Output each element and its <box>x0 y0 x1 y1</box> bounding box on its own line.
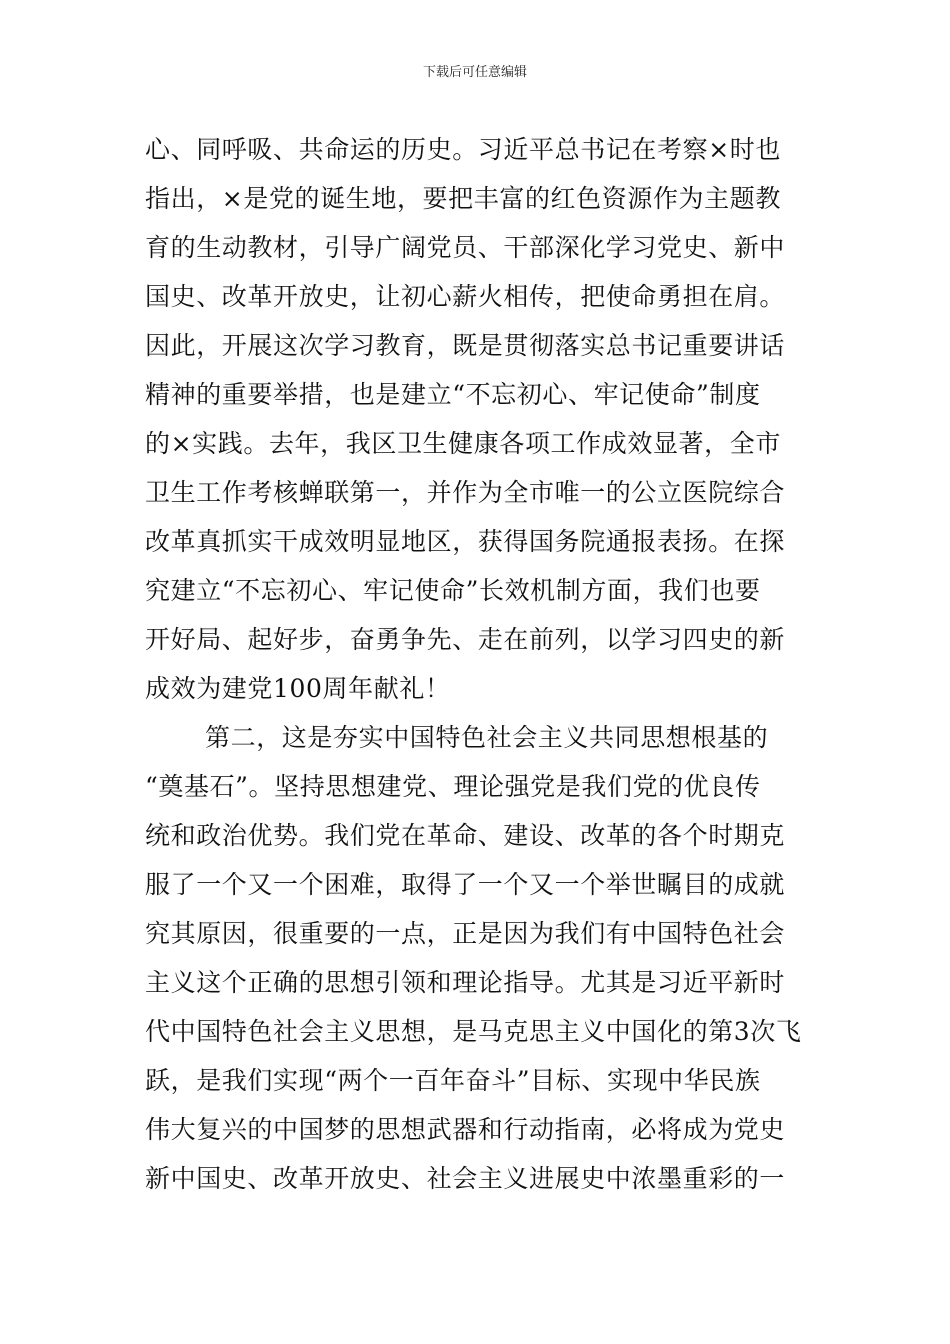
paragraph-start-line: 第二，这是夯实中国特色社会主义共同思想根基的 <box>205 723 769 752</box>
text-line: 成效为建党100周年献礼！ <box>145 674 451 703</box>
text-line: 因此，开展这次学习教育，既是贯彻落实总书记重要讲话 <box>145 331 786 360</box>
text-line: 究建立“不忘初心、牢记使命”长效机制方面，我们也要 <box>145 576 761 605</box>
text-line: 统和政治优势。我们党在革命、建设、改革的各个时期克 <box>145 821 786 850</box>
text-line: 服了一个又一个困难，取得了一个又一个举世瞩目的成就 <box>145 870 786 899</box>
text-line: 育的生动教材，引导广阔党员、干部深化学习党史、新中 <box>145 233 786 262</box>
text-line: 精神的重要举措，也是建立“不忘初心、牢记使命”制度 <box>145 380 761 409</box>
text-line: 指出，×是党的诞生地，要把丰富的红色资源作为主题教 <box>145 184 781 213</box>
text-line: 跃，是我们实现“两个一百年奋斗”目标、实现中华民族 <box>145 1066 761 1095</box>
text-line: 开好局、起好步，奋勇争先、走在前列，以学习四史的新 <box>145 625 786 654</box>
text-line: 卫生工作考核蝉联第一，并作为全市唯一的公立医院综合 <box>145 478 786 507</box>
text-line: 主义这个正确的思想引领和理论指导。尤其是习近平新时 <box>145 968 786 997</box>
text-line: 究其原因，很重要的一点，正是因为我们有中国特色社会 <box>145 919 786 948</box>
text-line: 的×实践。去年，我区卫生健康各项工作成效显著，全市 <box>145 429 781 458</box>
text-line: 国史、改革开放史，让初心薪火相传，把使命勇担在肩。 <box>145 282 786 311</box>
text-line: 心、同呼吸、共命运的历史。习近平总书记在考察×时也 <box>145 135 781 164</box>
text-line: 代中国特色社会主义思想，是马克思主义中国化的第3次飞 <box>145 1017 802 1046</box>
document-body <box>145 125 807 1203</box>
text-line: 改革真抓实干成效明显地区，获得国务院通报表扬。在探 <box>145 527 786 556</box>
text-line: 新中国史、改革开放史、社会主义进展史中浓墨重彩的一 <box>145 1164 786 1193</box>
page-header: 下载后可任意编辑 <box>422 65 527 80</box>
text-line: “奠基石”。坚持思想建党、理论强党是我们党的优良传 <box>145 772 761 801</box>
text-line: 伟大复兴的中国梦的思想武器和行动指南，必将成为党史 <box>145 1115 786 1144</box>
